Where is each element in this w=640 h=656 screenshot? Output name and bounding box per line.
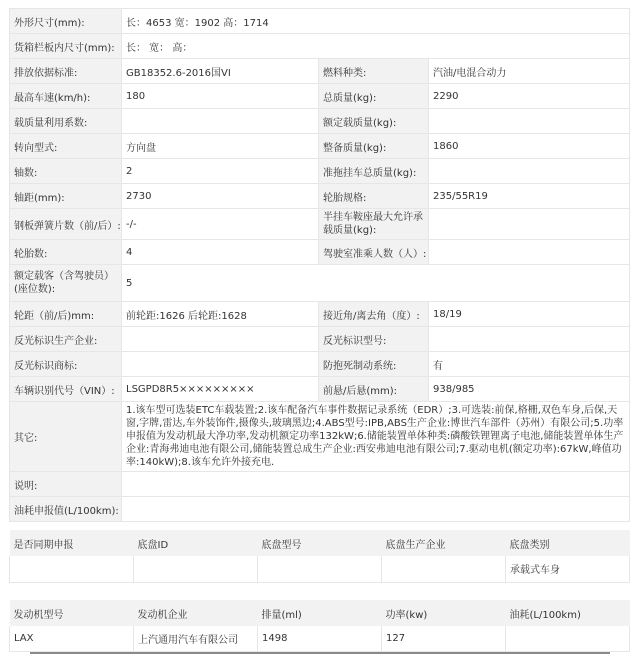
chassis-data-cell: 承载式车身 [506,556,630,582]
chassis-header-row [10,530,630,556]
spec-row-track [10,302,630,327]
chassis-header-cell: 底盘ID [134,530,258,556]
spec-value [429,209,630,240]
spec-row-speed [10,84,630,109]
spec-value [429,327,630,352]
chassis-table [9,530,630,583]
spec-value: 1860 [429,134,630,159]
spec-value: 长：4653 宽：1902 高：1714 [122,9,630,34]
spec-label: 说明: [10,472,122,497]
spec-label: 载质量利用系数: [10,109,122,134]
spec-label: 准拖挂车总质量(kg): [319,159,429,184]
chassis-data-cell [258,556,382,582]
spec-label: 反光标识型号: [319,327,429,352]
spec-label: 前悬/后悬(mm): [319,377,429,402]
spec-label: 燃料种类: [319,59,429,84]
spec-value [429,159,630,184]
spec-label: 车辆识别代号（VIN）: [10,377,122,402]
spec-label: 轴距(mm): [10,184,122,209]
spec-row-reflector-maker [10,327,630,352]
engine-data-cell: LAX [10,626,134,651]
spec-label: 其它: [10,402,122,472]
spec-value [429,240,630,265]
spec-value: 汽油/电混合动力 [429,59,630,84]
spec-value: 938/985 [429,377,630,402]
spec-label: 接近角/离去角（度）: [319,302,429,327]
spec-row-passengers [10,265,630,302]
spec-label: 钢板弹簧片数（前/后）: [10,209,122,240]
spec-value: 18/19 [429,302,630,327]
spec-label: 反光标识生产企业: [10,327,122,352]
chassis-header-cell: 是否同期申报 [10,530,134,556]
spec-label: 总质量(kg): [319,84,429,109]
spec-value: 2290 [429,84,630,109]
horizontal-scrollbar[interactable] [30,652,610,654]
spec-value: 长： 宽： 高： [122,34,630,59]
spec-label: 轮胎数: [10,240,122,265]
spec-value: 有 [429,352,630,377]
chassis-data-cell [10,556,134,582]
spec-label: 防抱死制动系统: [319,352,429,377]
spec-label: 最高车速(km/h): [10,84,122,109]
spec-value [122,497,630,522]
spec-row-vin [10,377,630,402]
spec-value [122,472,630,497]
spec-value: 2730 [122,184,319,209]
spec-row-axles [10,159,630,184]
spec-label: 整备质量(kg): [319,134,429,159]
spec-value: 180 [122,84,319,109]
spec-label: 油耗申报值(L/100km): [10,497,122,522]
spec-value [122,327,319,352]
spec-value [429,109,630,134]
chassis-header-cell: 底盘型号 [258,530,382,556]
engine-header-row [10,600,630,626]
engine-data-row [10,626,630,651]
engine-table [9,600,630,652]
spec-value: LSGPD8R5××××××××× [122,377,319,402]
spec-row-reflector-brand [10,352,630,377]
spec-row-remark [10,472,630,497]
engine-header-cell: 发动机型号 [10,600,134,626]
spec-label: 排放依据标准: [10,59,122,84]
chassis-data-row [10,556,630,582]
spec-row-wheelbase [10,184,630,209]
chassis-header-cell: 底盘类别 [506,530,630,556]
spec-label: 半挂车鞍座最大允许承载质量(kg): [319,209,429,240]
spec-row-dimensions [10,9,630,34]
spec-label: 转向型式: [10,134,122,159]
engine-data-cell: 1498 [258,626,382,651]
spec-value: 2 [122,159,319,184]
engine-header-cell: 油耗(L/100km) [506,600,630,626]
spec-label: 轴数: [10,159,122,184]
spec-row-cargo-box [10,34,630,59]
spec-label: 额定载客（含驾驶员）(座位数): [10,265,122,302]
spec-label: 外形尺寸(mm): [10,9,122,34]
spec-row-fuel [10,497,630,522]
spec-label: 货箱栏板内尺寸(mm): [10,34,122,59]
spec-row-leaf-springs [10,209,630,240]
spec-row-other [10,402,630,472]
engine-header-cell: 排量(ml) [258,600,382,626]
spec-value: 5 [122,265,630,302]
spec-value: 方向盘 [122,134,319,159]
spec-label: 额定载质量(kg): [319,109,429,134]
spec-value: GB18352.6-2016国VI [122,59,319,84]
engine-data-cell: 上汽通用汽车有限公司 [134,626,258,651]
spec-label: 轮距（前/后)mm: [10,302,122,327]
spec-label: 反光标识商标: [10,352,122,377]
chassis-data-cell [134,556,258,582]
spec-value: 235/55R19 [429,184,630,209]
chassis-data-cell [382,556,506,582]
spec-row-steering [10,134,630,159]
engine-header-cell: 发动机企业 [134,600,258,626]
chassis-header-cell: 底盘生产企业 [382,530,506,556]
spec-other-notes: 1.该车型可选装ETC车载装置;2.该车配备汽车事件数据记录系统（EDR）;3.可选装:前保,格栅,双色车身,后保,天窗,字牌,雷达,车外装饰件,摄像头,玻璃黑边;4.ABS型号:IPB,ABS生产企业:博世汽车部件（苏州）有限公司;5.功率申报值为发动机最大净功率,发动机额定功率132kW;6.储能装置单体种类:磷酸铁锂锂离子电池,储能装置单体生产企业:青海弗迪电池有限公司,储能装置总成生产企业:西安弗迪电池有限公司;7.驱动电机(额定功率):67kW,峰值功率:140kW);8.该车允许外接充电. [122,402,630,472]
spec-row-emission [10,59,630,84]
spec-row-tires [10,240,630,265]
spec-label: 驾驶室准乘人数（人）: [319,240,429,265]
spec-row-load-factor [10,109,630,134]
engine-data-cell [506,626,630,651]
spec-value: 前轮距:1626 后轮距:1628 [122,302,319,327]
spec-value [122,109,319,134]
spec-label: 轮胎规格: [319,184,429,209]
spec-value: -/- [122,209,319,240]
vehicle-spec-table [9,8,630,522]
spec-value [122,352,319,377]
spec-value: 4 [122,240,319,265]
engine-header-cell: 功率(kw) [382,600,506,626]
engine-data-cell: 127 [382,626,506,651]
